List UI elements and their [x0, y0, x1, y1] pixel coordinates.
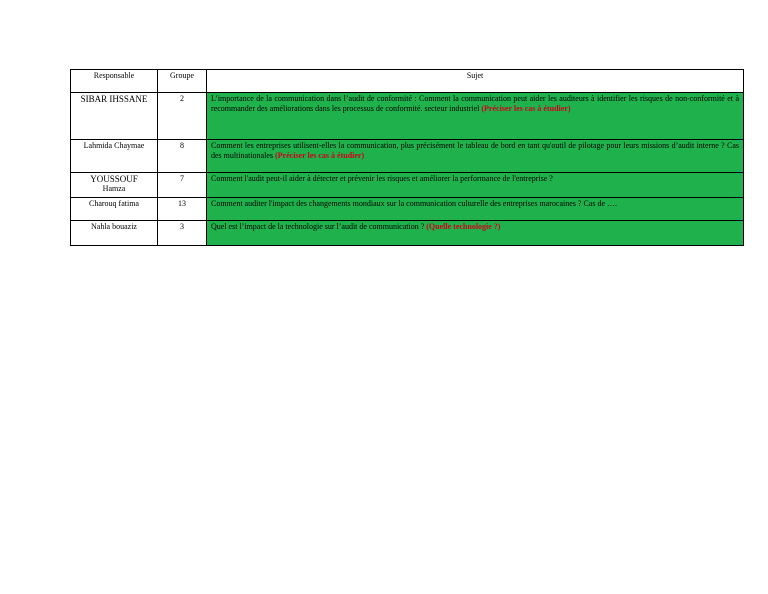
responsable-name-second-line: Hamza	[102, 184, 126, 193]
sujet-cell	[207, 198, 744, 221]
table-row	[71, 198, 744, 221]
sujet-note: (Préciser les cas à étudier)	[481, 104, 571, 113]
responsable-cell	[71, 198, 158, 221]
responsable-cell	[71, 140, 158, 173]
table-row	[71, 221, 744, 246]
responsable-name: Lahmida Chaymae	[83, 141, 145, 150]
responsable-name: Charouq fatima	[89, 199, 139, 208]
sujet-cell	[207, 93, 744, 140]
table-row	[71, 173, 744, 198]
sujet-note: (Préciser les cas à étudier)	[275, 151, 365, 160]
sujet-cell	[207, 173, 744, 198]
table-header-row	[71, 70, 744, 93]
sujet-text: Comment l'audit peut-il aider à détecter et prévenir les risques et améliorer la performance de l'entreprise ?	[211, 174, 553, 183]
responsable-cell	[71, 221, 158, 246]
table-row	[71, 140, 744, 173]
sujet-text: Comment auditer l'impact des changements mondiaux sur la communication culturelle des entreprises marocaines ? Cas de ….	[211, 199, 617, 208]
groupe-cell: 3	[158, 221, 207, 246]
sujet-cell	[207, 221, 744, 246]
sujet-cell	[207, 140, 744, 173]
groupe-cell: 8	[158, 140, 207, 173]
assignment-table	[70, 69, 744, 246]
header-sujet: Sujet	[207, 70, 744, 93]
responsable-name: Nahla bouaziz	[91, 222, 137, 231]
table-row	[71, 93, 744, 140]
header-groupe: Groupe	[158, 70, 207, 93]
responsable-name: YOUSSOUF	[90, 174, 138, 184]
sujet-text: L’importance de la communication dans l’audit de conformité : Comment la communication peut aider les auditeurs à identifier les risques de non-conformité et à recommander des améliorations dans les processus de conformité. secteur industriel	[211, 94, 739, 113]
responsable-cell	[71, 173, 158, 198]
responsable-cell	[71, 93, 158, 140]
sujet-text: Quel est l’impact de la technologie sur l’audit de communication ?	[211, 222, 427, 231]
groupe-cell: 2	[158, 93, 207, 140]
header-responsable: Responsable	[71, 70, 158, 93]
groupe-cell: 13	[158, 198, 207, 221]
sujet-text: Comment les entreprises utilisent-elles la communication, plus précisément le tableau de bord en tant qu'outil de pilotage pour leurs missions d’audit interne ? Cas des multinationales	[211, 141, 739, 160]
groupe-cell: 7	[158, 173, 207, 198]
responsable-name: SIBAR IHSSANE	[80, 94, 148, 104]
sujet-note: (Quelle technologie ?)	[426, 222, 501, 231]
